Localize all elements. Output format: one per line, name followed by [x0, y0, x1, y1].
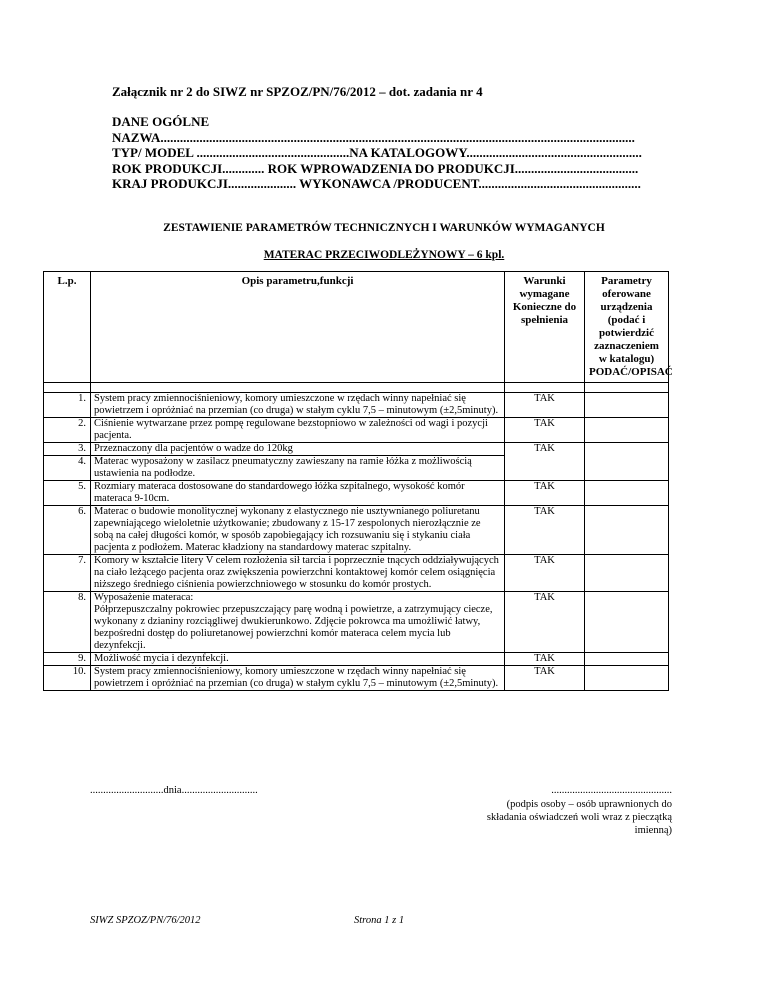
signature-date-line: ............................dnia............................. [90, 785, 258, 796]
table-row [44, 393, 669, 418]
row-description: Komory w kształcie litery V celem rozłożenia sił tarcia i poprzecznie tnących oddziaływujących na ciało leżącego pacjenta oraz zwiększenia powierzchni kontaktowej komór celem osiągnięcia niższego średniego ciśnienia powierzchniowego w stosunku do komór prostych. [91, 555, 505, 592]
table-spacer-row [44, 383, 669, 393]
row-required: TAK [505, 555, 585, 592]
row-number: 8. [44, 592, 91, 653]
row-number: 1. [44, 393, 91, 418]
general-data-line-country: KRAJ PRODUKCJI..................... WYKONAWCA /PRODUCENT.................................................. [112, 176, 641, 191]
general-data-heading: DANE OGÓLNE [112, 114, 210, 129]
row-offered-cell[interactable] [585, 506, 669, 555]
row-required: TAK [505, 592, 585, 653]
table-row [44, 481, 669, 506]
table-row [44, 418, 669, 443]
row-number: 5. [44, 481, 91, 506]
row-number: 4. [44, 456, 91, 481]
header-offered [585, 272, 673, 383]
header-offered-text: Parametry oferowane urządzenia (podać i potwierdzić zaznaczeniem w katalogu) [594, 275, 659, 365]
row-description: Rozmiary materaca dostosowane do standardowego łóżka szpitalnego, wysokość komór materaca 9-10cm. [91, 481, 505, 506]
signature-dots: .............................................. [551, 785, 672, 796]
row-offered-cell[interactable] [585, 592, 669, 653]
header-description: Opis parametru,funkcji [91, 272, 505, 383]
row-required: TAK [505, 481, 585, 506]
row-offered-cell[interactable] [585, 653, 669, 666]
table-row [44, 443, 669, 456]
section-heading: ZESTAWIENIE PARAMETRÓW TECHNICZNYCH I WARUNKÓW WYMAGANYCH [163, 222, 605, 234]
table-row [44, 653, 669, 666]
row-description: Materac wyposażony w zasilacz pneumatyczny zawieszany na ramie łóżka z możliwością ustawienia na podłodze. [91, 456, 505, 481]
row-description: Możliwość mycia i dezynfekcji. [91, 653, 505, 666]
row-description: Materac o budowie monolitycznej wykonany z elastycznego nie usztywnianego poliuretanu zapewniającego wieloletnie użytkowanie; zbudowany z 15-17 zespolonych nierozłącznie ze sobą na całej długości komór, w sposób zapobiegający ich rozsuwaniu się i stykaniu ciała pacjenta z podłożem. Materac kładziony na standardowy materac szpitalny. [91, 506, 505, 555]
row-required: TAK [505, 418, 585, 443]
table-row [44, 555, 669, 592]
general-data-line-type: TYP/ MODEL ...............................................NA KATALOGOWY...................................................... [112, 145, 642, 160]
general-data-block [112, 114, 682, 192]
row-number: 7. [44, 555, 91, 592]
row-number: 9. [44, 653, 91, 666]
general-data-line-name: NAZWA.................................................................................................................................................. [112, 129, 635, 145]
parameters-table [43, 271, 673, 691]
signature-caption: (podpis osoby – osób uprawnionych do składania oświadczeń woli wraz z pieczątką imienną) [486, 799, 672, 836]
header-lp: L.p. [44, 272, 91, 383]
row-description: Wyposażenie materaca: Półprzepuszczalny pokrowiec przepuszczający parę wodną i powietrze, a zatrzymujący ciecze, wykonany z dzianiny rozciągliwej dwukierunkowo. Zdjęcie pokrowca ma umożliwić łatwy, bezpośredni dostęp do poliuretanowej powierzchni komór materaca celem mycia lub dezynfekcji. [91, 592, 505, 653]
row-offered-cell[interactable] [585, 555, 669, 592]
row-required: TAK [505, 506, 585, 555]
general-data-line-year: ROK PRODUKCJI............. ROK WPROWADZENIA DO PRODUKCJI...................................... [112, 160, 639, 176]
table-row [44, 506, 669, 555]
row-offered-cell[interactable] [585, 666, 669, 691]
row-offered-cell[interactable] [585, 481, 669, 506]
row-description: Ciśnienie wytwarzane przez pompę regulowane bezstopniowo w zależności od wagi i pozycji pacjenta. [91, 418, 505, 443]
table-header-row [44, 272, 669, 383]
document-title: Załącznik nr 2 do SIWZ nr SPZOZ/PN/76/2012 – dot. zadania nr 4 [112, 84, 483, 99]
row-number: 10. [44, 666, 91, 691]
row-description: System pracy zmiennociśnieniowy, komory umieszczone w rzędach winny napełniać się powietrzem i opróżniać na przemian (co druga) w stałym cyklu 7,5 – minutowym (±2,5minuty). [91, 393, 505, 418]
table-row [44, 666, 669, 691]
row-offered-cell[interactable] [585, 443, 669, 481]
row-description: Przeznaczony dla pacjentów o wadze do 120kg [91, 443, 505, 456]
row-required: TAK [505, 653, 585, 666]
table-row [44, 592, 669, 653]
row-offered-cell[interactable] [585, 418, 669, 443]
row-number: 6. [44, 506, 91, 555]
row-required: TAK [505, 393, 585, 418]
footer-page-number: Strona 1 z 1 [354, 915, 405, 926]
row-required: TAK [505, 443, 585, 481]
row-number: 3. [44, 443, 91, 456]
header-required: Warunki wymagane Konieczne do spełnienia [505, 272, 585, 383]
row-required: TAK [505, 666, 585, 691]
header-offered-action: PODAĆ/OPISAĆ [589, 366, 673, 378]
row-offered-cell[interactable] [585, 393, 669, 418]
section-subheading: MATERAC PRZECIWODLEŻYNOWY – 6 kpl. [263, 249, 505, 261]
row-number: 2. [44, 418, 91, 443]
row-description: System pracy zmiennociśnieniowy, komory umieszczone w rzędach winny napełniać się powietrzem i opróżniać na przemian (co druga) w stałym cyklu 7,5 – minutowym (±2,5minuty). [91, 666, 505, 691]
footer-doc-ref: SIWZ SPZOZ/PN/76/2012 [90, 915, 201, 926]
